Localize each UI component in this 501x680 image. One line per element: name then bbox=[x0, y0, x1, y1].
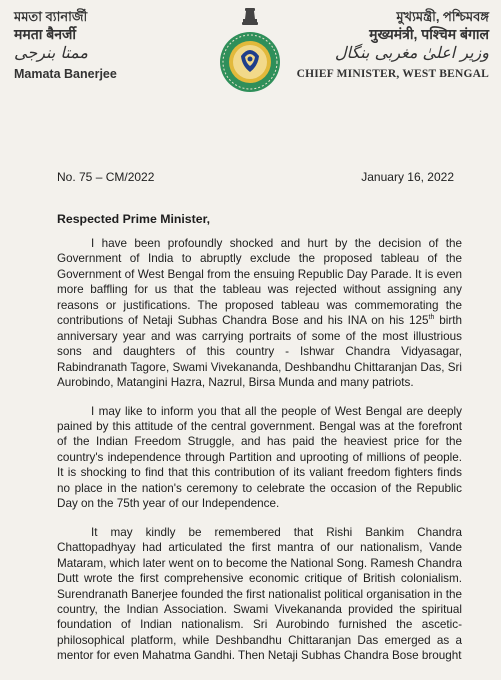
title-hindi: मुख्यमंत्री, पश्चिम बंगाल bbox=[369, 26, 489, 42]
letter-body bbox=[57, 236, 462, 677]
state-emblem-icon bbox=[212, 4, 288, 94]
title-english: CHIEF MINISTER, WEST BENGAL bbox=[296, 68, 489, 80]
name-english: Mamata Banerjee bbox=[14, 67, 117, 81]
paragraph-2: I may like to inform you that all the people of West Bengal are deeply pained by this attitude of the central government. Bengal was at the forefront of the Indian Freedom Struggle, and has paid the heaviest price for the country's independence through Partition and uprooting of millions of people. It is shocking to find that this contribution of its valiant freedom fighters finds no place in the nation's ceremony to celebrate the occasion of the Republic Day on the 75th year of our Independence. bbox=[57, 404, 462, 511]
title-bengali: মুখ্যমন্ত্রী, পশ্চিমবঙ্গ bbox=[396, 9, 489, 24]
reference-number: No. 75 – CM/2022 bbox=[57, 170, 155, 184]
letter-date: January 16, 2022 bbox=[361, 170, 454, 184]
name-bengali: মমতা ব্যানার্জী bbox=[14, 9, 88, 24]
letterhead-right bbox=[289, 9, 489, 82]
salutation: Respected Prime Minister, bbox=[57, 212, 211, 226]
reference-line bbox=[57, 170, 454, 184]
name-urdu: ممتا بنرجی bbox=[14, 43, 88, 62]
name-hindi: ममता बैनर्जी bbox=[14, 26, 77, 42]
paragraph-1: I have been profoundly shocked and hurt by the decision of the Government of India to abruptly exclude the proposed tableau of the Government of West Bengal from the ensuing Republic Day Parade. It is even more baffling for us that the tableau was rejected without assigning any reasons or justifications. The proposed tableau was commemorating the contributions of Netaji Subhas Chandra Bose and his INA on his 125th birth anniversary year and was carrying portraits of some of the most illustrious sons and daughters of this country - Ishwar Chandra Vidyasagar, Rabindranath Tagore, Swami Vivekananda, Deshbandhu Chittaranjan Das, Sri Aurobindo, Matangini Hazra, Nazrul, Birsa Munda and many patriots. bbox=[57, 237, 463, 390]
paragraph-3: It may kindly be remembered that Rishi Bankim Chandra Chattopadhyay had articulated the first mantra of our nationalism, Vande Mataram, which later went on to become the National Song. Ramesh Chandra Dutt wrote the first comprehensive economic critique of British colonialism. Surendranath Banerjee founded the first nationalist political organisation in the country, the Indian Association. Swami Vivekananda provided the spiritual foundation of Indian nationalism. Sri Aurobindo furnished the ascetic-philosophical platform, while Deshbandhu Chittaranjan Das emerged as a mentor for even Mahatma Gandhi. Then Netaji Subhas Chandra Bose brought bbox=[57, 525, 462, 663]
letterhead-left bbox=[14, 9, 184, 82]
title-urdu: وزیر اعلیٰ مغربی بنگال bbox=[334, 43, 489, 62]
